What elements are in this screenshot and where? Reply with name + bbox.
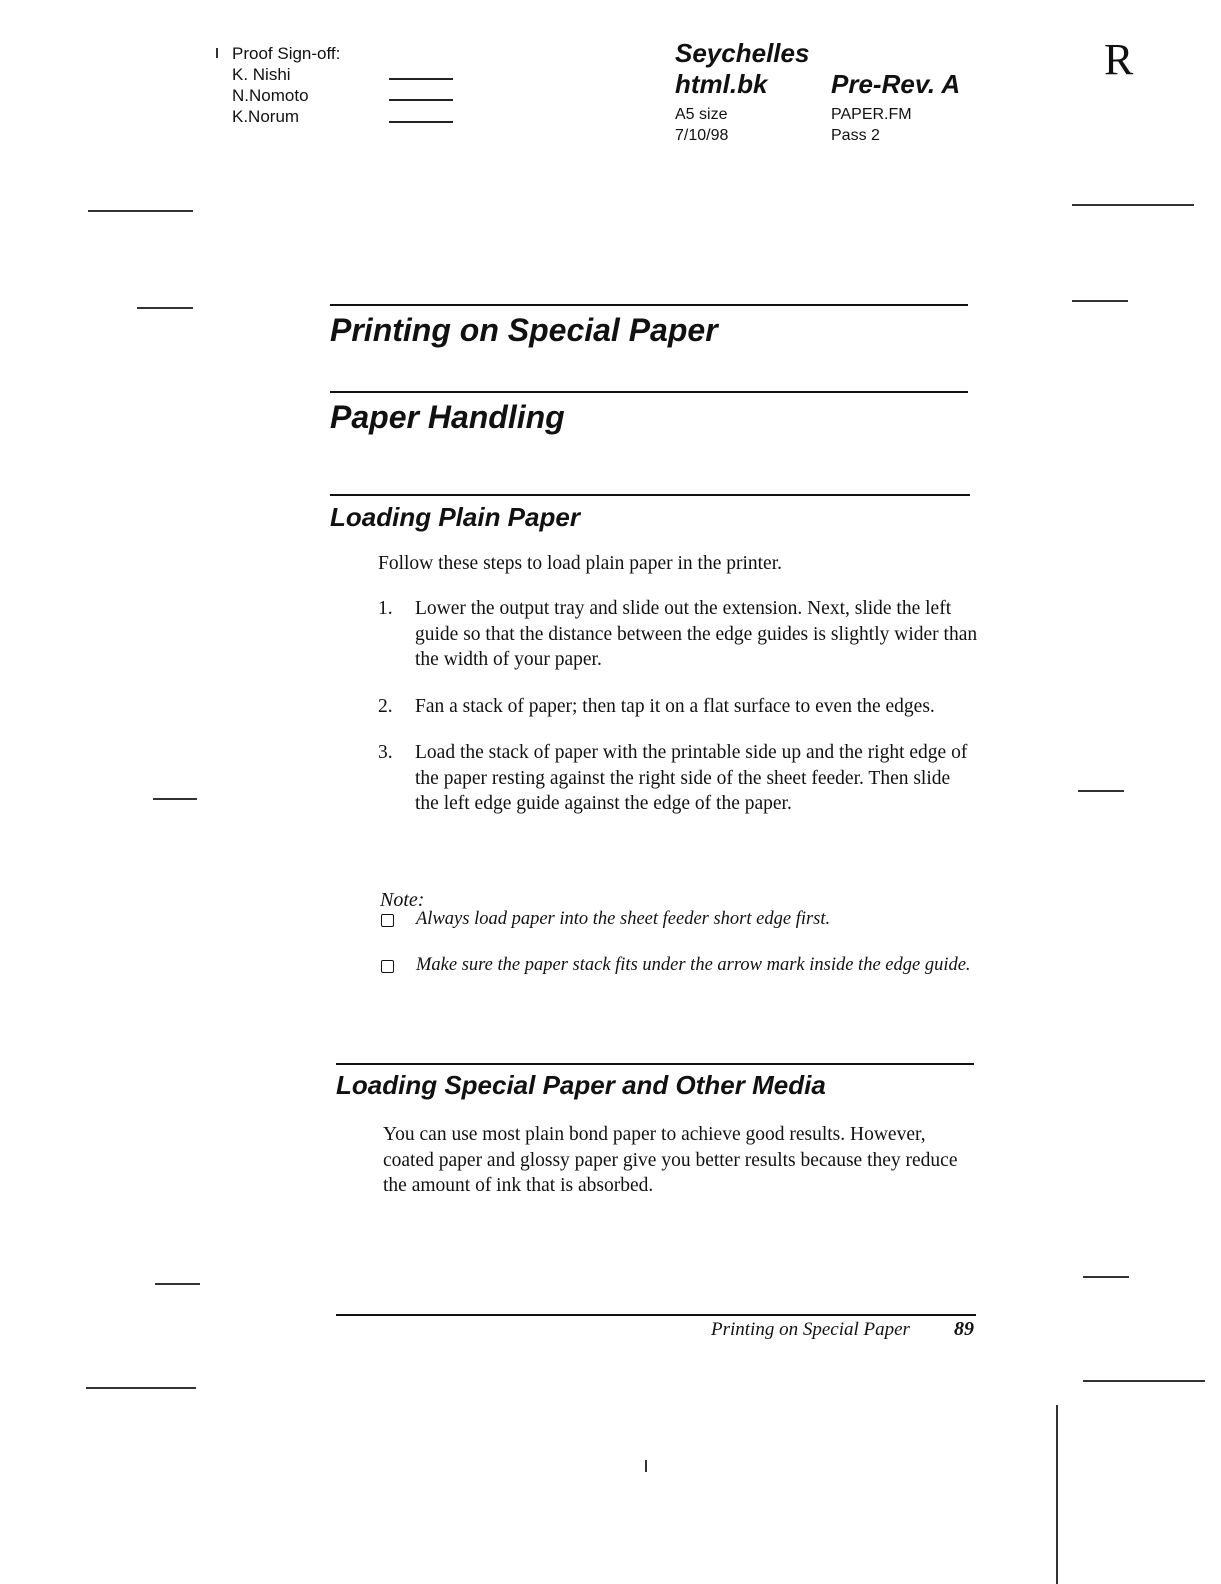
crop-mark: [1083, 1380, 1205, 1382]
step-text: Load the stack of paper with the printable side up and the right edge of the paper resting against the right side of the sheet feeder. Then slide the left edge guide against the edge of the paper.: [415, 742, 968, 814]
checkbox-bullet-icon: [381, 914, 394, 927]
list-item: [378, 953, 978, 978]
step-number: 1.: [378, 598, 393, 619]
heading-rule: [330, 304, 968, 306]
page-size: A5 size: [675, 106, 728, 123]
heading-rule: [330, 494, 970, 496]
note-text: Always load paper into the sheet feeder short edge first.: [416, 909, 831, 929]
signature-line: [389, 121, 453, 123]
date: 7/10/98: [675, 127, 729, 144]
signer-name: K.Norum: [232, 107, 300, 126]
heading-rule: [336, 1063, 974, 1065]
step-number: 2.: [378, 695, 393, 717]
subsection-title: Loading Plain Paper: [330, 502, 580, 532]
note-text: Make sure the paper stack fits under the arrow mark inside the edge guide.: [416, 955, 971, 975]
body-paragraph: You can use most plain bond paper to achieve good results. However, coated paper and glossy paper give you better results because they reduce the amount of ink that is absorbed.: [383, 1124, 958, 1196]
list-item: [378, 596, 978, 673]
signer-name: N.Nomoto: [232, 86, 309, 105]
crop-mark: [1083, 1276, 1129, 1278]
subsection-title: Loading Special Paper and Other Media: [336, 1070, 826, 1100]
heading-rule: [330, 391, 968, 393]
crop-mark: [86, 1387, 196, 1389]
section-title: Paper Handling: [330, 399, 565, 435]
list-item: [378, 907, 978, 932]
footer-title: Printing on Special Paper: [711, 1319, 910, 1340]
crop-mark: [153, 798, 197, 800]
revision-label: Pre-Rev. A: [831, 69, 961, 99]
notes-list: [378, 907, 978, 999]
margin-mark: [216, 48, 218, 58]
crop-mark: [1072, 300, 1128, 302]
signoff-label: Proof Sign-off:: [232, 44, 341, 63]
crop-mark: [88, 210, 193, 212]
project-name: Seychelles: [675, 38, 810, 68]
list-item: [378, 740, 978, 817]
crop-mark: [155, 1283, 200, 1285]
pass-label: Pass 2: [831, 127, 880, 144]
page-number: 89: [954, 1318, 974, 1340]
signer-name: K. Nishi: [232, 65, 291, 84]
list-item: [378, 694, 978, 720]
note-label: Note:: [380, 889, 425, 911]
margin-mark: [645, 1460, 647, 1472]
proof-signoff: [232, 43, 340, 127]
step-text: Fan a stack of paper; then tap it on a flat surface to even the edges.: [415, 695, 935, 717]
chapter-title: Printing on Special Paper: [330, 312, 718, 348]
book-name: html.bk: [675, 69, 768, 99]
intro-paragraph: Follow these steps to load plain paper in the printer.: [378, 553, 783, 574]
steps-list: [378, 596, 978, 838]
corner-letter: R: [1104, 35, 1134, 84]
checkbox-bullet-icon: [381, 960, 394, 973]
crop-mark: [1078, 790, 1124, 792]
step-text: Lower the output tray and slide out the extension. Next, slide the left guide so that the distance between the edge guides is slightly wider than the width of your paper.: [415, 598, 978, 670]
crop-mark: [1072, 204, 1194, 206]
signature-line: [389, 78, 453, 80]
margin-mark: [1056, 1405, 1058, 1584]
step-number: 3.: [378, 742, 393, 763]
footer-rule: [336, 1314, 976, 1316]
crop-mark: [137, 307, 193, 309]
file-name: PAPER.FM: [831, 106, 912, 123]
signature-line: [389, 99, 453, 101]
